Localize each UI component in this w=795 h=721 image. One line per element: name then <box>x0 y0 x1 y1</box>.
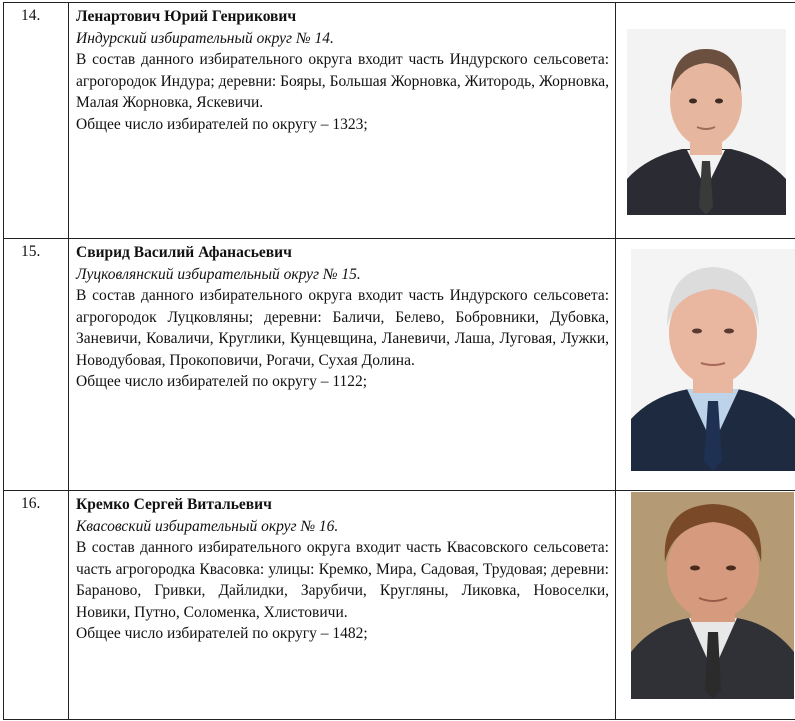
row-number: 16. <box>4 491 69 720</box>
district-description: В состав данного избирательного округа входит часть Квасовского сельсовета: часть агрогородка Квасовка: улицы: Кремко, Мира, Садовая, Трудовая; деревни: Бараново, Гривки, Дайлидки, Зарубичи, Кругляны, Ликовка, Новоселки, Новики, Путно, Соломенка, Хлистовичи. <box>76 539 609 621</box>
table-row <box>4 239 795 491</box>
candidate-name: Свирид Василий Афанасьевич <box>76 244 292 261</box>
candidate-photo <box>631 492 794 699</box>
district-description: В состав данного избирательного округа входит часть Индурского сельсовета: агрогородок Индура; деревни: Бояры, Большая Жорновка, Житородь, Жорновка, Малая Жорновка, Яскевичи. <box>76 51 609 111</box>
candidate-info <box>69 3 616 239</box>
photo-cell <box>616 239 795 491</box>
candidate-info <box>69 239 616 491</box>
row-number: 14. <box>4 3 69 239</box>
row-number: 15. <box>4 239 69 491</box>
voter-count: Общее число избирателей по округу – 1122; <box>76 373 368 390</box>
district-description: В состав данного избирательного округа входит часть Индурского сельсовета: агрогородок Луцковляны; деревни: Баличи, Белево, Бобровники, Дубовка, Заневичи, Коваличи, Круглики, Кунцевщина, Ланевичи, Лаша, Луговая, Лужки, Новодубовая, Прокоповичи, Рогачи, Сухая Долина. <box>76 287 609 369</box>
district-name: Квасовский избирательный округ № 16. <box>76 517 339 535</box>
candidate-photo <box>631 249 795 471</box>
candidate-name: Ленартович Юрий Генрикович <box>76 8 297 25</box>
voter-count: Общее число избирателей по округу – 1482; <box>76 625 368 642</box>
voter-count: Общее число избирателей по округу – 1323; <box>76 115 368 133</box>
candidates-table <box>3 2 795 720</box>
district-name: Индурский избирательный округ № 14. <box>76 29 334 47</box>
table-row <box>4 491 795 720</box>
candidate-name: Кремко Сергей Витальевич <box>76 496 272 513</box>
district-name: Луцковлянский избирательный округ № 15. <box>76 265 361 283</box>
candidate-photo <box>627 29 786 215</box>
table-row <box>4 3 795 239</box>
photo-cell <box>616 3 795 239</box>
photo-cell <box>616 491 795 720</box>
photo-face <box>667 520 759 620</box>
candidate-info <box>69 491 616 720</box>
